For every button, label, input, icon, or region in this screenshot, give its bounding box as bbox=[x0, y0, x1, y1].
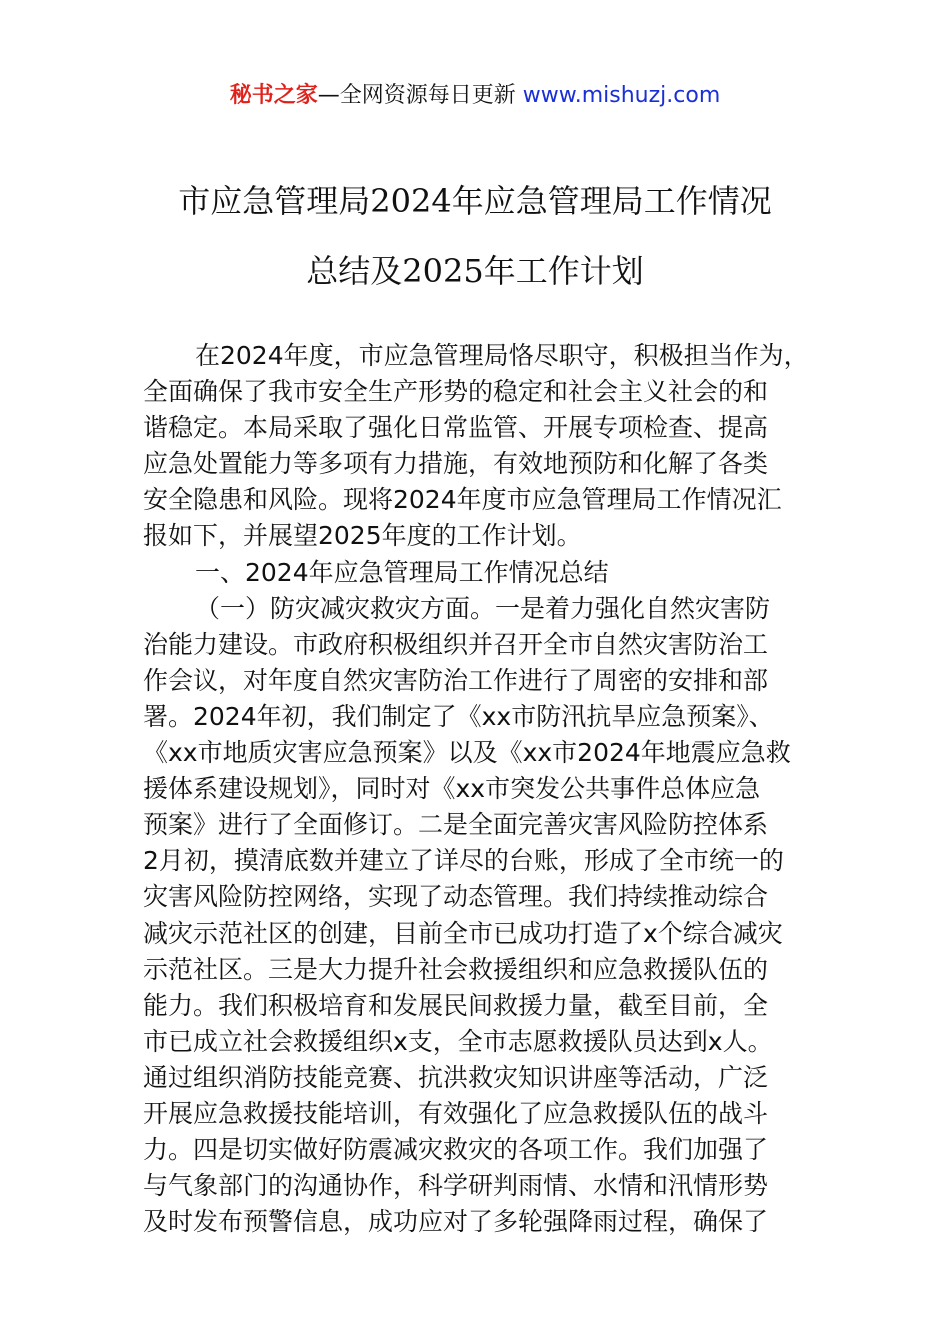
body-line: 援体系建设规划》，同时对《xx市突发公共事件总体应急 bbox=[143, 774, 761, 804]
body-line: 2月初，摸清底数并建立了详尽的台账，形成了全市统一的 bbox=[143, 846, 784, 876]
body-line: 与气象部门的沟通协作，科学研判雨情、水情和汛情形势 bbox=[143, 1171, 769, 1201]
document-title-line-2: 总结及2025年工作计划 bbox=[306, 252, 644, 290]
body-line: 作会议，对年度自然灾害防治工作进行了周密的安排和部 bbox=[143, 665, 769, 695]
body-line: 在2024年度，市应急管理局恪尽职守，积极担当作为， bbox=[195, 341, 809, 370]
document-body bbox=[143, 338, 813, 1240]
body-line: 及时发布预警信息，成功应对了多轮强降雨过程，确保了 bbox=[143, 1207, 769, 1237]
body-line: 安全隐患和风险。现将2024年度市应急管理局工作情况汇 bbox=[143, 485, 782, 515]
body-line: 灾害风险防控网络，实现了动态管理。我们持续推动综合 bbox=[143, 882, 769, 912]
body-line: 开展应急救援技能培训，有效强化了应急救援队伍的战斗 bbox=[143, 1098, 769, 1128]
body-line: 通过组织消防技能竞赛、抗洪救灾知识讲座等活动，广泛 bbox=[143, 1062, 769, 1092]
body-line: 治能力建设。市政府积极组织并召开全市自然灾害防治工 bbox=[143, 629, 769, 659]
site-tagline: —全网资源每日更新 bbox=[317, 83, 516, 108]
body-line: 应急处置能力等多项有力措施，有效地预防和化解了各类 bbox=[143, 449, 769, 479]
body-line: 减灾示范社区的创建，目前全市已成功打造了x个综合减灾 bbox=[143, 918, 783, 948]
body-line: 预案》进行了全面修订。二是全面完善灾害风险防控体系 bbox=[143, 810, 769, 840]
body-line: 谐稳定。本局采取了强化日常监管、开展专项检查、提高 bbox=[143, 413, 769, 443]
document-title-line-1: 市应急管理局2024年应急管理局工作情况 bbox=[178, 182, 772, 220]
body-line: 署。2024年初，我们制定了《xx市防汛抗旱应急预案》、 bbox=[143, 701, 774, 731]
body-line: （一）防灾减灾救灾方面。一是着力强化自然灾害防 bbox=[195, 593, 771, 623]
site-brand: 秘书之家 bbox=[229, 83, 318, 108]
body-line: 一、2024年应急管理局工作情况总结 bbox=[195, 557, 609, 587]
body-line: 《xx市地质灾害应急预案》以及《xx市2024年地震应急救 bbox=[143, 738, 791, 768]
site-url-link[interactable]: www.mishuzj.com bbox=[522, 83, 721, 108]
site-header bbox=[0, 80, 950, 112]
body-line: 力。四是切实做好防震减灾救灾的各项工作。我们加强了 bbox=[143, 1135, 769, 1165]
body-line: 报如下，并展望2025年度的工作计划。 bbox=[143, 521, 582, 551]
body-line: 市已成立社会救援组织x支，全市志愿救援队员达到x人。 bbox=[143, 1026, 773, 1056]
body-line: 能力。我们积极培育和发展民间救援力量，截至目前，全 bbox=[143, 990, 769, 1020]
body-line: 示范社区。三是大力提升社会救援组织和应急救援队伍的 bbox=[143, 954, 769, 984]
body-line: 全面确保了我市安全生产形势的稳定和社会主义社会的和 bbox=[143, 377, 769, 407]
